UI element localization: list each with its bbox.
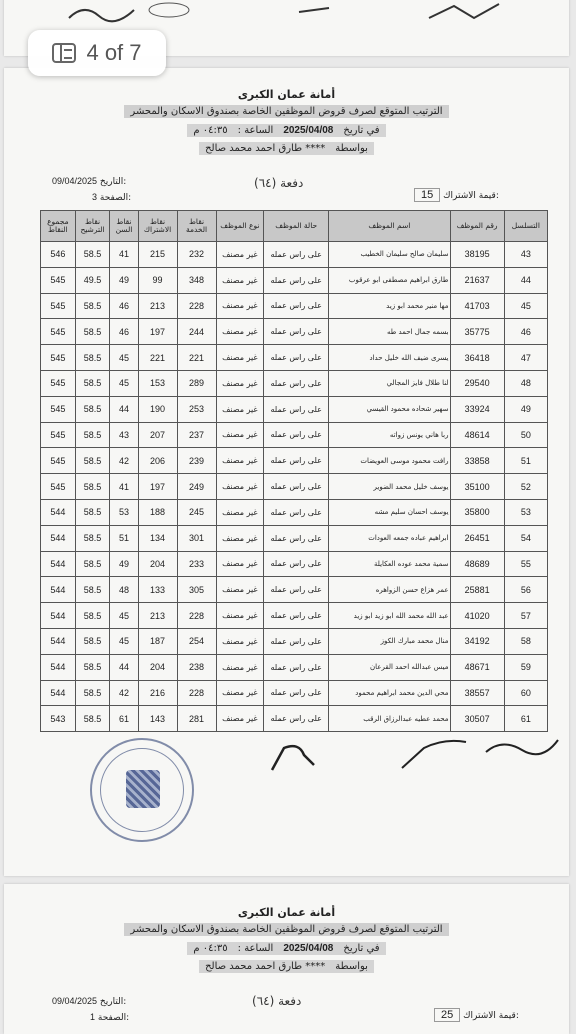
- table-cell: 41020: [450, 603, 504, 629]
- column-header: نوع الموظف: [216, 211, 264, 242]
- table-cell: 244: [177, 319, 216, 345]
- report-author: بواسطة **** طارق احمد محمد صالح: [4, 142, 569, 155]
- table-cell: 249: [177, 474, 216, 500]
- table-cell: على راس عمله: [264, 319, 329, 345]
- table-cell: 301: [177, 525, 216, 551]
- column-header: اسم الموظف: [329, 211, 450, 242]
- column-header: مجموع النقاط: [41, 211, 76, 242]
- table-cell: على راس عمله: [264, 525, 329, 551]
- table-header-row: [41, 211, 548, 242]
- table-cell: يوسف احسان سليم مشه: [329, 499, 450, 525]
- next-print-date: 09/04/2025 التاريخ:: [52, 996, 127, 1007]
- table-cell: 50: [504, 422, 547, 448]
- next-page-number: 1 الصفحة:: [90, 1012, 130, 1023]
- org-title: أمانة عمان الكبرى: [237, 88, 336, 101]
- table-cell: 545: [41, 474, 76, 500]
- table-row: [41, 551, 548, 577]
- table-cell: على راس عمله: [264, 654, 329, 680]
- table-cell: 545: [41, 370, 76, 396]
- table-cell: 46: [110, 293, 138, 319]
- table-cell: منال محمد مبارك الكوز: [329, 628, 450, 654]
- table-cell: على راس عمله: [264, 267, 329, 293]
- table-cell: 48689: [450, 551, 504, 577]
- table-cell: 58.5: [75, 551, 110, 577]
- table-row: [41, 396, 548, 422]
- table-cell: 58.5: [75, 474, 110, 500]
- column-header: رقم الموظف: [450, 211, 504, 242]
- next-page-fragment: [4, 884, 569, 1034]
- table-cell: 207: [138, 422, 177, 448]
- table-cell: غير مصنف: [216, 396, 264, 422]
- table-cell: 26451: [450, 525, 504, 551]
- table-cell: 204: [138, 654, 177, 680]
- table-cell: 228: [177, 603, 216, 629]
- table-cell: 544: [41, 603, 76, 629]
- table-cell: 45: [110, 603, 138, 629]
- table-cell: 58.5: [75, 603, 110, 629]
- next-report-subtitle: الترتيب المتوقع لصرف قروض الموظفين الخاصة بصندوق الاسكان والمحشر: [4, 924, 569, 935]
- table-cell: 35800: [450, 499, 504, 525]
- table-cell: 215: [138, 242, 177, 268]
- table-cell: 99: [138, 267, 177, 293]
- table-cell: 42: [110, 680, 138, 706]
- table-cell: 228: [177, 293, 216, 319]
- table-cell: 58.5: [75, 370, 110, 396]
- table-cell: 239: [177, 448, 216, 474]
- table-cell: 289: [177, 370, 216, 396]
- table-cell: 213: [138, 293, 177, 319]
- table-cell: 545: [41, 293, 76, 319]
- table-cell: 544: [41, 499, 76, 525]
- next-org-title: أمانة عمان الكبرى: [237, 906, 336, 919]
- table-row: [41, 267, 548, 293]
- table-cell: 46: [110, 319, 138, 345]
- table-cell: على راس عمله: [264, 628, 329, 654]
- table-cell: 545: [41, 267, 76, 293]
- table-cell: 30507: [450, 706, 504, 732]
- table-cell: على راس عمله: [264, 499, 329, 525]
- report-subtitle: الترتيب المتوقع لصرف قروض الموظفين الخاصة بصندوق الاسكان والمحشر: [4, 106, 569, 117]
- table-cell: 543: [41, 706, 76, 732]
- signature-mark: [144, 0, 194, 20]
- table-cell: 58.5: [75, 422, 110, 448]
- table-row: [41, 293, 548, 319]
- column-header: التسلسل: [504, 211, 547, 242]
- table-cell: 544: [41, 680, 76, 706]
- table-cell: 45: [504, 293, 547, 319]
- table-cell: 41: [110, 474, 138, 500]
- table-cell: غير مصنف: [216, 319, 264, 345]
- column-header: نقاط السن: [110, 211, 138, 242]
- table-body: [41, 242, 548, 732]
- document-page: [4, 68, 569, 876]
- table-cell: على راس عمله: [264, 474, 329, 500]
- table-cell: محي الدين محمد ابراهيم محمود: [329, 680, 450, 706]
- table-cell: 43: [110, 422, 138, 448]
- table-cell: 44: [110, 654, 138, 680]
- table-cell: 204: [138, 551, 177, 577]
- table-cell: 60: [504, 680, 547, 706]
- table-cell: لنا طلال فايز المجالي: [329, 370, 450, 396]
- table-cell: 544: [41, 551, 76, 577]
- handwritten-batch-note: دفعة (٦٤): [254, 176, 304, 190]
- print-date: 09/04/2025 التاريخ:: [52, 176, 127, 187]
- table-cell: 545: [41, 448, 76, 474]
- table-cell: 21637: [450, 267, 504, 293]
- table-cell: على راس عمله: [264, 551, 329, 577]
- next-report-datetime: في تاريخ 2025/04/08 الساعة : ٠٤:٣٥ م: [4, 942, 569, 955]
- table-cell: على راس عمله: [264, 370, 329, 396]
- table-cell: غير مصنف: [216, 525, 264, 551]
- table-cell: طارق ابراهيم مصطفى ابو عرقوب: [329, 267, 450, 293]
- table-cell: 35775: [450, 319, 504, 345]
- table-cell: 213: [138, 603, 177, 629]
- table-cell: 58.5: [75, 319, 110, 345]
- table-cell: 197: [138, 474, 177, 500]
- table-cell: على راس عمله: [264, 293, 329, 319]
- table-cell: 58.5: [75, 396, 110, 422]
- table-cell: 47: [504, 345, 547, 371]
- table-cell: 49.5: [75, 267, 110, 293]
- table-cell: 48: [504, 370, 547, 396]
- table-cell: 133: [138, 577, 177, 603]
- report-datetime: في تاريخ 2025/04/08 الساعة : ٠٤:٣٥ م: [4, 124, 569, 137]
- table-cell: غير مصنف: [216, 603, 264, 629]
- official-stamp: [90, 738, 194, 842]
- table-cell: 544: [41, 654, 76, 680]
- signature-mark: [294, 0, 334, 20]
- table-cell: عمر هزاع حسن الزواهره: [329, 577, 450, 603]
- signature-mark: [64, 0, 144, 28]
- table-cell: 544: [41, 577, 76, 603]
- table-cell: غير مصنف: [216, 499, 264, 525]
- table-cell: 44: [504, 267, 547, 293]
- next-report-author: بواسطة **** طارق احمد محمد صالح: [4, 960, 569, 973]
- table-cell: 545: [41, 319, 76, 345]
- table-cell: 57: [504, 603, 547, 629]
- table-cell: غير مصنف: [216, 448, 264, 474]
- table-cell: على راس عمله: [264, 706, 329, 732]
- table-cell: 58.5: [75, 345, 110, 371]
- table-cell: 233: [177, 551, 216, 577]
- table-cell: 544: [41, 628, 76, 654]
- table-cell: 51: [110, 525, 138, 551]
- table-cell: 228: [177, 680, 216, 706]
- table-cell: 51: [504, 448, 547, 474]
- table-cell: على راس عمله: [264, 396, 329, 422]
- table-cell: 188: [138, 499, 177, 525]
- table-cell: 45: [110, 345, 138, 371]
- table-cell: 29540: [450, 370, 504, 396]
- table-cell: 58.5: [75, 654, 110, 680]
- table-cell: ابراهيم عباده جمعه العودات: [329, 525, 450, 551]
- table-cell: 58.5: [75, 293, 110, 319]
- table-cell: 48671: [450, 654, 504, 680]
- table-cell: 206: [138, 448, 177, 474]
- next-subscription-value: 25 قيمة الاشتراك:: [434, 1008, 519, 1022]
- table-cell: 544: [41, 525, 76, 551]
- table-row: [41, 345, 548, 371]
- table-cell: على راس عمله: [264, 577, 329, 603]
- table-row: [41, 448, 548, 474]
- table-cell: 545: [41, 345, 76, 371]
- table-cell: 281: [177, 706, 216, 732]
- table-cell: 216: [138, 680, 177, 706]
- table-cell: يسرى ضيف الله خليل حداد: [329, 345, 450, 371]
- table-cell: 58.5: [75, 680, 110, 706]
- table-cell: 34192: [450, 628, 504, 654]
- table-cell: غير مصنف: [216, 654, 264, 680]
- table-cell: يوسف خليل محمد الضوير: [329, 474, 450, 500]
- table-cell: 33924: [450, 396, 504, 422]
- stamp-emblem: [126, 770, 160, 808]
- table-cell: 53: [110, 499, 138, 525]
- table-cell: 38195: [450, 242, 504, 268]
- signature-mark: [264, 740, 324, 780]
- table-cell: رافت محمود موسى العويضات: [329, 448, 450, 474]
- table-cell: 61: [504, 706, 547, 732]
- signature-mark: [482, 732, 562, 772]
- table-cell: 53: [504, 499, 547, 525]
- table-cell: 58.5: [75, 628, 110, 654]
- table-cell: 33858: [450, 448, 504, 474]
- page-indicator-label: 4 of 7: [86, 40, 142, 65]
- page-indicator[interactable]: [28, 30, 166, 76]
- table-cell: 58.5: [75, 448, 110, 474]
- table-cell: 36418: [450, 345, 504, 371]
- table-cell: على راس عمله: [264, 422, 329, 448]
- table-cell: غير مصنف: [216, 370, 264, 396]
- table-cell: عبد الله محمد الله ابو زيد ابو زيد: [329, 603, 450, 629]
- table-cell: 49: [110, 551, 138, 577]
- table-cell: 153: [138, 370, 177, 396]
- table-cell: 35100: [450, 474, 504, 500]
- table-row: [41, 525, 548, 551]
- table-cell: 237: [177, 422, 216, 448]
- table-cell: 58: [504, 628, 547, 654]
- table-cell: 45: [110, 628, 138, 654]
- table-cell: غير مصنف: [216, 293, 264, 319]
- table-cell: 134: [138, 525, 177, 551]
- table-row: [41, 499, 548, 525]
- table-cell: 546: [41, 242, 76, 268]
- table-cell: غير مصنف: [216, 551, 264, 577]
- pages-icon: [52, 43, 76, 63]
- table-row: [41, 319, 548, 345]
- table-cell: 58.5: [75, 242, 110, 268]
- table-cell: غير مصنف: [216, 706, 264, 732]
- table-cell: 54: [504, 525, 547, 551]
- table-cell: 254: [177, 628, 216, 654]
- table-cell: 43: [504, 242, 547, 268]
- table-cell: 58.5: [75, 499, 110, 525]
- table-cell: 48: [110, 577, 138, 603]
- table-row: [41, 680, 548, 706]
- table-cell: على راس عمله: [264, 680, 329, 706]
- table-cell: 52: [504, 474, 547, 500]
- table-cell: ربا هاني يونس زواته: [329, 422, 450, 448]
- table-cell: مها منير محمد ابو زيد: [329, 293, 450, 319]
- table-cell: 41703: [450, 293, 504, 319]
- table-cell: على راس عمله: [264, 242, 329, 268]
- column-header: نقاط الاشتراك: [138, 211, 177, 242]
- table-cell: 59: [504, 654, 547, 680]
- table-row: [41, 474, 548, 500]
- table-cell: سليمان صالح سليمان الخطيب: [329, 242, 450, 268]
- table-cell: 49: [504, 396, 547, 422]
- subscription-value: 15 قيمة الاشتراك:: [414, 188, 499, 202]
- table-row: [41, 577, 548, 603]
- table-cell: سهير شحاده محمود القيسي: [329, 396, 450, 422]
- table-cell: 143: [138, 706, 177, 732]
- table-cell: 56: [504, 577, 547, 603]
- table-cell: 61: [110, 706, 138, 732]
- table-cell: 221: [177, 345, 216, 371]
- table-cell: غير مصنف: [216, 267, 264, 293]
- table-cell: غير مصنف: [216, 680, 264, 706]
- column-header: نقاط الخدمة: [177, 211, 216, 242]
- table-cell: 245: [177, 499, 216, 525]
- table-cell: على راس عمله: [264, 603, 329, 629]
- table-cell: 45: [110, 370, 138, 396]
- table-cell: 545: [41, 422, 76, 448]
- table-cell: 253: [177, 396, 216, 422]
- table-cell: 44: [110, 396, 138, 422]
- table-row: [41, 370, 548, 396]
- table-cell: على راس عمله: [264, 448, 329, 474]
- table-cell: 238: [177, 654, 216, 680]
- signature-mark: [394, 728, 474, 778]
- table-cell: على راس عمله: [264, 345, 329, 371]
- table-row: [41, 422, 548, 448]
- table-cell: 545: [41, 396, 76, 422]
- table-cell: غير مصنف: [216, 474, 264, 500]
- table-cell: 187: [138, 628, 177, 654]
- table-cell: 46: [504, 319, 547, 345]
- table-cell: غير مصنف: [216, 345, 264, 371]
- column-header: حالة الموظف: [264, 211, 329, 242]
- table-cell: 58.5: [75, 706, 110, 732]
- table-cell: 42: [110, 448, 138, 474]
- table-cell: 48614: [450, 422, 504, 448]
- table-row: [41, 603, 548, 629]
- table-row: [41, 654, 548, 680]
- table-cell: 49: [110, 267, 138, 293]
- table-cell: 38557: [450, 680, 504, 706]
- signature-mark: [424, 0, 504, 26]
- table-cell: 197: [138, 319, 177, 345]
- table-cell: سمية محمد عوده العكايلة: [329, 551, 450, 577]
- page-number: 3 الصفحة:: [92, 192, 132, 203]
- column-header: نقاط الترشيح: [75, 211, 110, 242]
- table-cell: 58.5: [75, 525, 110, 551]
- table-cell: ميس عبدالله احمد القرعان: [329, 654, 450, 680]
- ranking-table: [40, 210, 548, 732]
- table-cell: 348: [177, 267, 216, 293]
- table-row: [41, 628, 548, 654]
- table-cell: 25881: [450, 577, 504, 603]
- table-cell: 190: [138, 396, 177, 422]
- table-cell: غير مصنف: [216, 577, 264, 603]
- table-cell: 232: [177, 242, 216, 268]
- table-cell: غير مصنف: [216, 242, 264, 268]
- table-cell: 41: [110, 242, 138, 268]
- next-handwritten-batch-note: دفعة (٦٤): [252, 994, 302, 1008]
- table-cell: 55: [504, 551, 547, 577]
- table-cell: غير مصنف: [216, 422, 264, 448]
- table-row: [41, 242, 548, 268]
- table-cell: غير مصنف: [216, 628, 264, 654]
- table-cell: 305: [177, 577, 216, 603]
- table-cell: محمد عطيه عبدالرزاق الرقب: [329, 706, 450, 732]
- table-cell: بسمه جمال احمد طه: [329, 319, 450, 345]
- table-cell: 58.5: [75, 577, 110, 603]
- table-cell: 221: [138, 345, 177, 371]
